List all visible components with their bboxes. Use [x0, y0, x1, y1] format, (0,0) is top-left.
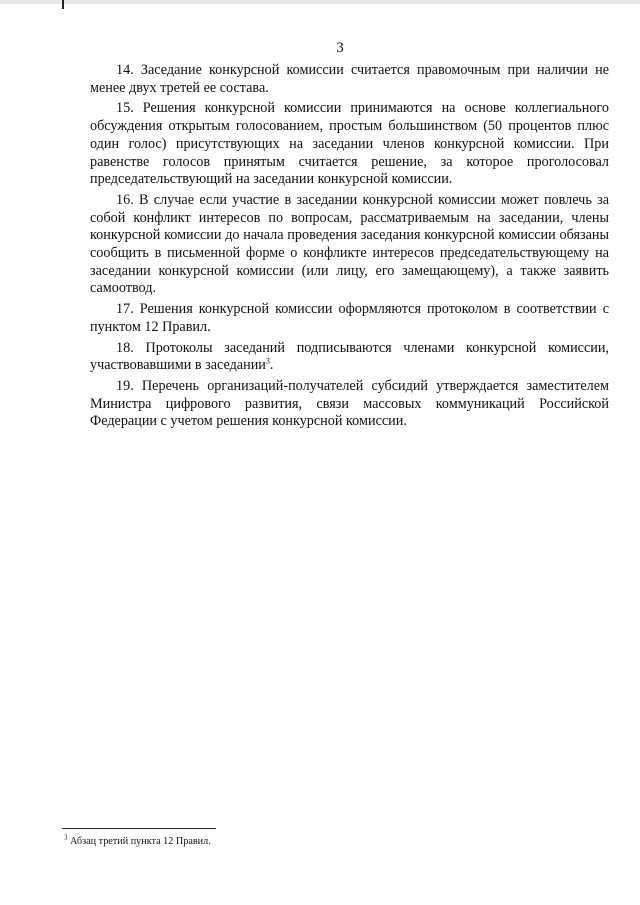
paragraph-19: 19. Перечень организаций-получателей субсидий утверждается заместителем Министра цифрового развития, связи массовых коммуникаций Российской Федерации с учетом решения конкурсной комиссии.: [90, 377, 609, 430]
footnote-divider: [62, 828, 216, 829]
paragraph-15: 15. Решения конкурсной комиссии принимаются на основе коллегиального обсуждения открытым голосованием, простым большинством (50 процентов плюс один голос) присутствующих на заседании членов конкурсной комиссии. При равенстве голосов принятым считается решение, за которое проголосовал председательствующий на заседании конкурсной комиссии.: [90, 100, 609, 188]
footnote-text: Абзац третий пункта 12 Правил.: [70, 836, 211, 847]
scan-edge: [0, 0, 640, 4]
paragraph-18-text: 18. Протоколы заседаний подписываются членами конкурсной комиссии, участвовавшими в заседании: [90, 339, 609, 374]
page-number: 3: [336, 40, 344, 56]
document-body: [90, 62, 609, 434]
footnote-marker: 3: [64, 833, 68, 842]
footnote-reference[interactable]: 3: [265, 356, 270, 366]
paragraph-17: 17. Решения конкурсной комиссии оформляются протоколом в соответствии с пунктом 12 Правил.: [90, 301, 609, 335]
paragraph-14: 14. Заседание конкурсной комиссии считается правомочным при наличии не менее двух третей ее состава.: [90, 62, 609, 96]
footnote: [64, 835, 364, 848]
scan-mark: [62, 0, 64, 9]
paragraph-16: 16. В случае если участие в заседании конкурсной комиссии может повлечь за собой конфликт интересов по вопросам, рассматриваемым на заседании, члены конкурсной комиссии до начала проведения заседания конкурсной комиссии обязаны сообщить в письменной форме о конфликте интересов председательствующему на заседании конкурсной комиссии (или лицу, его замещающему), а также заявить самоотвод.: [90, 191, 609, 297]
paragraph-18: 18. Протоколы заседаний подписываются членами конкурсной комиссии, участвовавшими в заседании$^3$.: [90, 339, 609, 374]
